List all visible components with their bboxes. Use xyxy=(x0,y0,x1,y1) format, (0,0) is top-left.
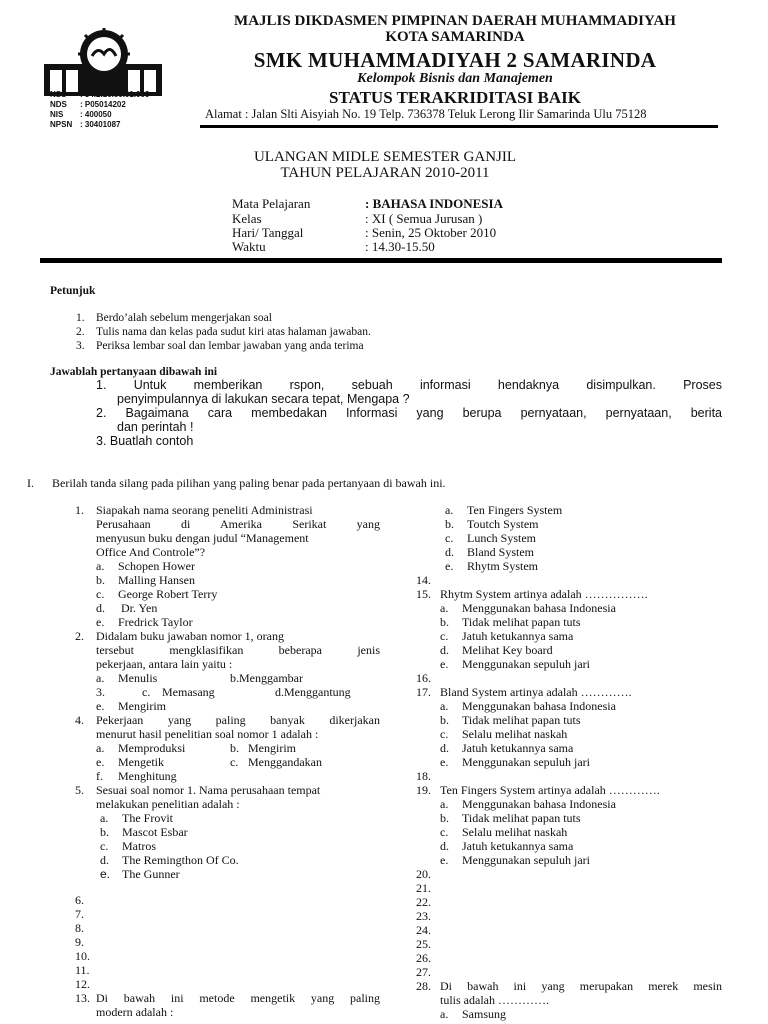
petunjuk-item: Tulis nama dan kelas pada sudut kiri atas halaman jawaban. xyxy=(96,326,371,338)
option-letter: c. xyxy=(96,587,105,601)
essay-q1-cont: penyimpulannya di lakukan secara tepat, Mengapa ? xyxy=(117,392,410,406)
accreditation-status: STATUS TERAKRIDITASI BAIK xyxy=(329,88,581,107)
school-address: Alamat : Jalan Slti Aisyiah No. 19 Telp. 736378 Teluk Lerong Ilir Samarinda Ulu 75128 xyxy=(205,107,647,121)
blank-number: 23. xyxy=(416,909,431,923)
option-text: Tidak melihat papan tuts xyxy=(462,811,581,825)
option-text: Rhytm System xyxy=(467,559,539,573)
option-letter: c. xyxy=(445,531,454,545)
blank-number: 16. xyxy=(416,671,431,685)
essay-q2-cont: dan perintah ! xyxy=(117,420,194,434)
option-letter: e. xyxy=(440,853,449,867)
option-text: The Gunner xyxy=(122,867,180,881)
blank-number: 7. xyxy=(75,907,84,921)
option-letter: d. xyxy=(440,643,449,657)
header-rule xyxy=(200,125,718,128)
question-text: Sesuai soal nomor 1. Nama perusahaan tempat xyxy=(96,783,321,797)
petunjuk-item: 2. xyxy=(76,326,85,338)
id-nds: NDS : P05014202 xyxy=(50,100,126,109)
petunjuk-heading: Petunjuk xyxy=(50,285,96,297)
option-text: Memproduksi xyxy=(118,741,186,755)
info-label: Mata Pelajaran xyxy=(232,196,311,211)
id-nss: NSS : 34.2.16.60.01.009 xyxy=(50,90,150,99)
option-letter: d. xyxy=(440,741,449,755)
question-text: Siapakah nama seorang peneliti Administrasi xyxy=(96,503,313,517)
question-number: 13. xyxy=(75,991,90,1005)
question-number: 2. xyxy=(75,629,84,643)
question-text: melakukan penelitian adalah : xyxy=(96,797,240,811)
option-letter: d. xyxy=(445,545,454,559)
option-letter: f. xyxy=(96,769,103,783)
blank-number: 14. xyxy=(416,573,431,587)
option-text: The Remingthon Of Co. xyxy=(122,853,239,867)
option-text: Menggunakan sepuluh jari xyxy=(462,853,590,867)
muhammadiyah-logo-icon xyxy=(44,26,162,96)
blank-number: 22. xyxy=(416,895,431,909)
petunjuk-item: Periksa lembar soal dan lembar jawaban yang anda terima xyxy=(96,340,364,352)
option-text: Memasang xyxy=(162,685,215,699)
option-text: Selalu melihat naskah xyxy=(462,825,568,839)
blank-number: 18. xyxy=(416,769,431,783)
blank-number: 8. xyxy=(75,921,84,935)
option-text: George Robert Terry xyxy=(118,587,218,601)
petunjuk-item: Berdo’alah sebelum mengerjakan soal xyxy=(96,312,272,324)
option-letter: a. xyxy=(445,503,454,517)
option-text: Lunch System xyxy=(467,531,536,545)
option-text: Menghitung xyxy=(118,769,177,783)
option-text: Melihat Key board xyxy=(462,643,553,657)
option-text: Menulis xyxy=(118,671,158,685)
school-group: Kelompok Bisnis dan Manajemen xyxy=(357,71,553,86)
essay-q1: 1. Untuk memberikan rspon, sebuah informasi hendaknya disimpulkan. Proses xyxy=(96,378,722,392)
option-letter: c. xyxy=(230,755,239,769)
blank-number: 26. xyxy=(416,951,431,965)
school-name: SMK MUHAMMADIYAH 2 SAMARINDA xyxy=(253,48,657,72)
option-text: The Frovit xyxy=(122,811,173,825)
question-number: 28. xyxy=(416,979,431,993)
question-number: 1. xyxy=(75,503,84,517)
option-text: Toutch System xyxy=(467,517,539,531)
option-letter: e. xyxy=(96,699,105,713)
option-letter: a. xyxy=(100,811,109,825)
option-text: Tidak melihat papan tuts xyxy=(462,615,581,629)
blank-number: 27. xyxy=(416,965,431,979)
blank-number: 21. xyxy=(416,881,431,895)
option-letter: b. xyxy=(230,741,239,755)
question-number: 17. xyxy=(416,685,431,699)
question-text: tersebut mengklasifikan beberapa jenis xyxy=(96,643,380,657)
option-text: Tidak melihat papan tuts xyxy=(462,713,581,727)
option-letter: a. xyxy=(440,699,449,713)
option-letter: e. xyxy=(440,657,449,671)
option-text: Mengirim xyxy=(248,741,296,755)
option-letter: b. xyxy=(440,811,449,825)
blank-number: 11. xyxy=(75,963,90,977)
info-time: : 14.30-15.50 xyxy=(365,239,435,254)
option-letter: c. xyxy=(142,685,151,699)
question-number: 19. xyxy=(416,783,431,797)
petunjuk-item: 1. xyxy=(76,312,85,324)
option-text: Menggunakan bahasa Indonesia xyxy=(462,601,616,615)
option-text: d.Menggantung xyxy=(275,685,351,699)
question-text: Di bawah ini yang merupakan merek mesin xyxy=(440,979,722,993)
option-letter: a. xyxy=(96,559,105,573)
header-line1: MAJLIS DIKDASMEN PIMPINAN DAERAH MUHAMMADIYAH xyxy=(234,13,676,29)
option-text: Mengetik xyxy=(118,755,164,769)
option-text: Ten Fingers System xyxy=(467,503,563,517)
section-instruction: Berilah tanda silang pada pilihan yang paling benar pada pertanyaan di bawah ini. xyxy=(52,476,446,490)
option-text: Jatuh ketukannya sama xyxy=(462,839,574,853)
option-letter: 3. xyxy=(96,685,105,699)
info-label: Kelas xyxy=(232,211,262,226)
info-label: Waktu xyxy=(232,239,266,254)
option-letter: c. xyxy=(440,825,449,839)
question-number: 5. xyxy=(75,783,84,797)
id-nis: NIS : 400050 xyxy=(50,110,112,119)
option-text: Mascot Esbar xyxy=(122,825,188,839)
option-letter: e. xyxy=(100,867,111,881)
option-text: Matros xyxy=(122,839,156,853)
option-letter: b. xyxy=(440,615,449,629)
blank-number: 12. xyxy=(75,977,90,991)
option-letter: a. xyxy=(440,601,449,615)
option-text: Menggandakan xyxy=(248,755,322,769)
petunjuk-item: 3. xyxy=(76,340,85,352)
info-label: Hari/ Tanggal xyxy=(232,225,304,240)
option-letter: c. xyxy=(100,839,109,853)
option-text: Jatuh ketukannya sama xyxy=(462,741,574,755)
blank-number: 25. xyxy=(416,937,431,951)
option-letter: a. xyxy=(440,797,449,811)
question-text: Didalam buku jawaban nomor 1, orang xyxy=(96,629,284,643)
option-letter: b. xyxy=(100,825,109,839)
question-text: pekerjaan, antara lain yaitu : xyxy=(96,657,233,671)
option-text: Menggunakan sepuluh jari xyxy=(462,755,590,769)
blank-number: 20. xyxy=(416,867,431,881)
question-number: 4. xyxy=(75,713,84,727)
option-letter: e. xyxy=(445,559,454,573)
id-npsn: NPSN : 30401087 xyxy=(50,120,121,129)
option-text: Samsung xyxy=(462,1007,507,1021)
option-letter: a. xyxy=(96,671,105,685)
blank-number: 24. xyxy=(416,923,431,937)
option-text: Jatuh ketukannya sama xyxy=(462,629,574,643)
option-text: Malling Hansen xyxy=(118,573,195,587)
option-letter: c. xyxy=(440,629,449,643)
question-text: Office And Controle”? xyxy=(96,545,206,559)
essay-q3: 3. Buatlah contoh xyxy=(96,434,194,448)
info-class: : XI ( Semua Jurusan ) xyxy=(365,211,483,226)
option-letter: b. xyxy=(96,573,105,587)
option-letter: e. xyxy=(96,755,105,769)
essay-q2: 2. Bagaimana cara membedakan Informasi yang berupa pernyataan, pernyataan, berita xyxy=(96,406,722,420)
option-text: Menggunakan sepuluh jari xyxy=(462,657,590,671)
option-text: Mengirim xyxy=(118,699,166,713)
option-letter: e. xyxy=(440,755,449,769)
title-rule xyxy=(40,258,722,263)
header-line2: KOTA SAMARINDA xyxy=(385,29,525,45)
info-subject: : BAHASA INDONESIA xyxy=(365,196,503,211)
info-date: : Senin, 25 Oktober 2010 xyxy=(365,225,497,240)
question-number: 15. xyxy=(416,587,431,601)
option-letter: d. xyxy=(440,839,449,853)
exam-year: TAHUN PELAJARAN 2010-2011 xyxy=(280,165,490,181)
question-text: Ten Fingers System artinya adalah …………. xyxy=(440,783,660,797)
blank-number: 9. xyxy=(75,935,84,949)
question-text: tulis adalah …………. xyxy=(440,993,549,1007)
option-letter: a. xyxy=(96,741,105,755)
option-letter: d. xyxy=(100,853,109,867)
option-letter: b. xyxy=(445,517,454,531)
option-text: b.Menggambar xyxy=(230,671,303,685)
blank-number: 6. xyxy=(75,893,84,907)
question-text: Rhytm System artinya adalah ……………. xyxy=(440,587,648,601)
section-number: I. xyxy=(27,476,34,490)
question-text: Pekerjaan yang paling banyak dikerjakan xyxy=(96,713,380,727)
option-text: Menggunakan bahasa Indonesia xyxy=(462,699,616,713)
question-text: Perusahaan di Amerika Serikat yang xyxy=(96,517,380,531)
blank-number: 10. xyxy=(75,949,90,963)
question-text: menurut hasil penelitian soal nomor 1 adalah : xyxy=(96,727,319,741)
option-letter: a. xyxy=(440,1007,449,1021)
option-letter: e. xyxy=(96,615,105,629)
option-text: Fredrick Taylor xyxy=(118,615,193,629)
exam-title: ULANGAN MIDLE SEMESTER GANJIL xyxy=(253,149,517,165)
option-text: Dr. Yen xyxy=(121,601,158,615)
essay-heading: Jawablah pertanyaan dibawah ini xyxy=(50,366,218,378)
question-text: Di bawah ini metode mengetik yang paling xyxy=(96,991,380,1005)
question-text: Bland System artinya adalah …………. xyxy=(440,685,632,699)
option-text: Menggunakan bahasa Indonesia xyxy=(462,797,616,811)
option-letter: b. xyxy=(440,713,449,727)
question-text: menyusun buku dengan judul “Management xyxy=(96,531,309,545)
option-text: Selalu melihat naskah xyxy=(462,727,568,741)
option-letter: d. xyxy=(96,601,105,615)
option-text: Bland System xyxy=(467,545,535,559)
option-letter: c. xyxy=(440,727,449,741)
option-text: Schopen Hower xyxy=(118,559,195,573)
question-text: modern adalah : xyxy=(96,1005,174,1019)
